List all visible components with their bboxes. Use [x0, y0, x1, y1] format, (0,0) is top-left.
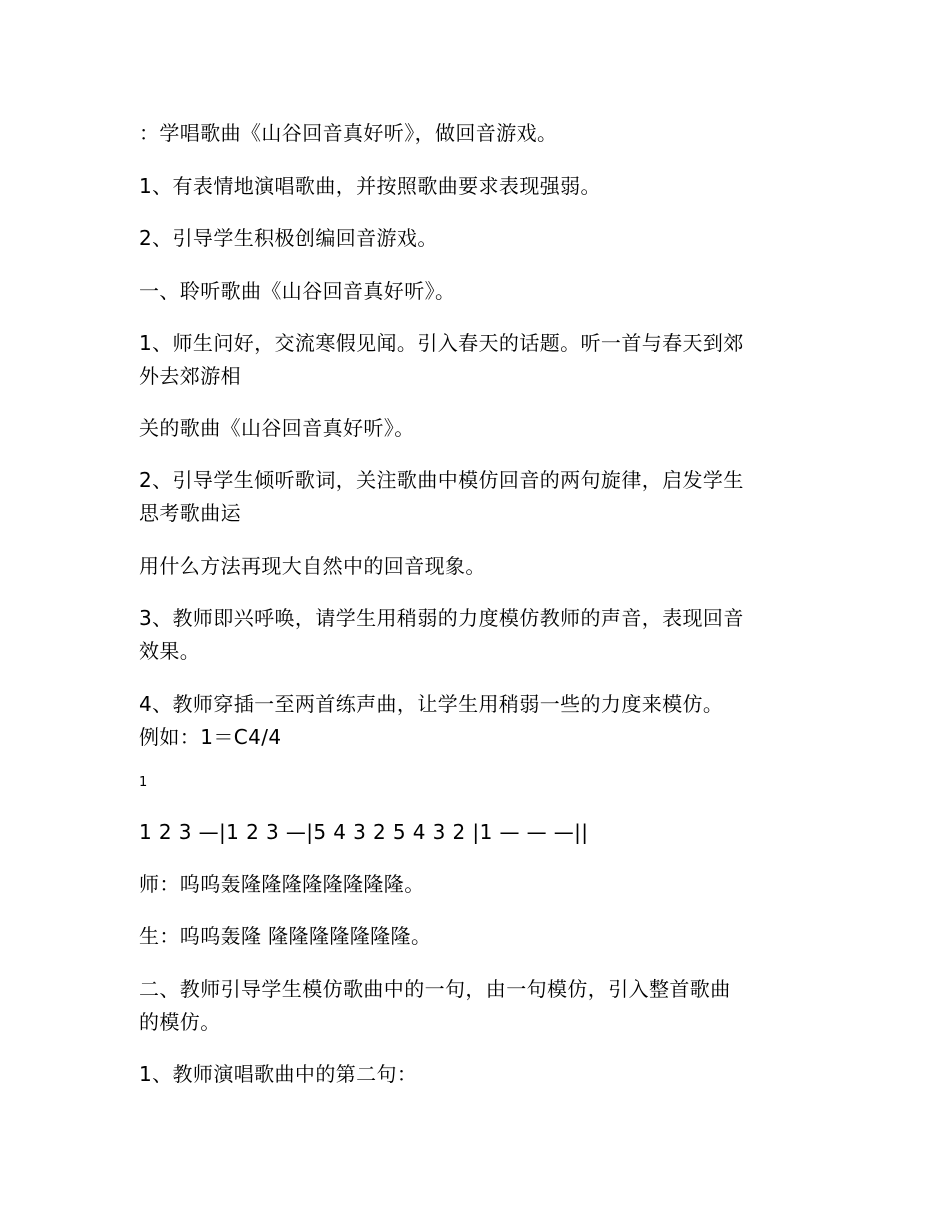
text-line-step-3b: 效果。 — [139, 639, 201, 663]
text-line-student: 生：呜呜轰隆 隆隆隆隆隆隆隆。 — [139, 924, 432, 948]
text-line-teacher: 师：呜呜轰隆隆隆隆隆隆隆隆。 — [139, 872, 425, 896]
text-line-key-signature: 例如：1＝C4/4 — [139, 725, 282, 749]
text-line-step-2a: 2、引导学生倾听歌词，关注歌曲中模仿回音的两句旋律，启发学生 — [139, 468, 744, 492]
text-line-goal-2: 2、引导学生积极创编回音游戏。 — [139, 226, 438, 250]
text-line-step-2-1: 1、教师演唱歌曲中的第二句： — [139, 1062, 418, 1086]
text-line-step-2c: 用什么方法再现大自然中的回音现象。 — [139, 554, 486, 578]
text-line-goal-1: 1、有表情地演唱歌曲，并按照歌曲要求表现强弱。 — [139, 174, 601, 198]
text-line-objective: ：学唱歌曲《山谷回音真好听》，做回音游戏。 — [139, 121, 558, 145]
section-heading-1: 一、聆听歌曲《山谷回音真好听》。 — [139, 279, 456, 303]
text-line-step-2b: 思考歌曲运 — [139, 501, 241, 525]
text-line-step-1c: 关的歌曲《山谷回音真好听》。 — [139, 416, 415, 440]
text-line-small-number: 1 — [139, 775, 148, 790]
section-heading-2a: 二、教师引导学生模仿歌曲中的一句，由一句模仿，引入整首歌曲 — [139, 977, 731, 1001]
section-heading-2b: 的模仿。 — [139, 1010, 221, 1034]
text-line-step-1a: 1、师生问好，交流寒假见闻。引入春天的话题。听一首与春天到郊 — [139, 331, 744, 355]
text-line-step-4: 4、教师穿插一至两首练声曲，让学生用稍弱一些的力度来模仿。 — [139, 692, 724, 716]
notation-line: 1 2 3 —|1 2 3 —|5 4 3 2 5 4 3 2 |1 — — —|| — [139, 820, 589, 844]
text-line-step-3a: 3、教师即兴呼唤，请学生用稍弱的力度模仿教师的声音，表现回音 — [139, 606, 744, 630]
text-line-step-1b: 外去郊游相 — [139, 364, 241, 388]
